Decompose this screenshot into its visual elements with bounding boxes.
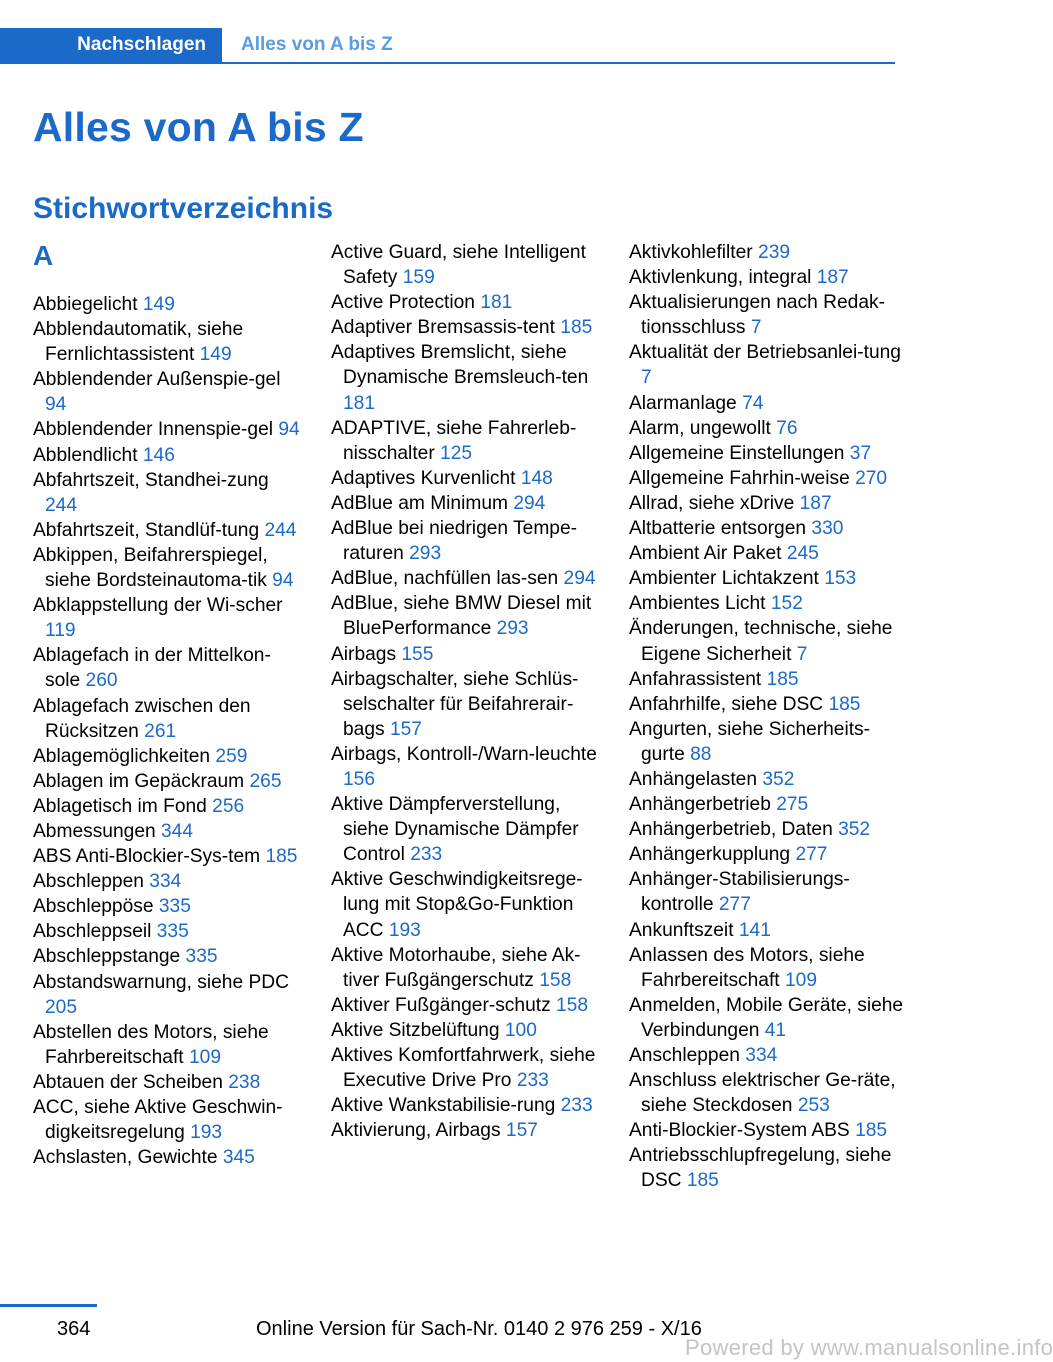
index-entry — [331, 1093, 606, 1118]
index-entry-text: Abtauen der Scheiben — [33, 1071, 229, 1093]
index-entry-text: Airbags — [331, 643, 402, 665]
index-entry — [331, 566, 606, 591]
page-reference-link[interactable]: 253 — [797, 1095, 830, 1117]
breadcrumb[interactable]: Alles von A bis Z — [241, 34, 393, 55]
index-entry — [33, 417, 303, 442]
index-entry — [33, 894, 303, 919]
index-entry-text: Anfahrassistent — [629, 668, 767, 690]
index-entry-text: AdBlue, nachfüllen las-sen — [331, 568, 564, 590]
index-entry — [33, 694, 303, 744]
index-entry-text: Airbagschalter, siehe Schlüs-selschalter für Beifahrerair-bags — [331, 668, 579, 740]
index-entry-text: Ablagefach in der Mittelkon-sole — [33, 645, 271, 692]
index-entry — [33, 1145, 303, 1170]
page-reference-link[interactable]: 233 — [410, 844, 443, 866]
index-entry-text: Ambienter Lichtakzent — [629, 568, 825, 590]
page-reference-link[interactable]: 7 — [796, 643, 808, 665]
index-entry-text: Anti-Blockier-System ABS — [629, 1120, 856, 1142]
index-entry — [629, 1143, 904, 1193]
index-entry — [33, 769, 303, 794]
index-entry-text: Abschleppen — [33, 871, 150, 893]
index-entry-text: Abfahrtszeit, Standhei-zung — [33, 469, 269, 491]
index-column-1 — [33, 240, 303, 1170]
index-entry — [629, 265, 904, 290]
index-entry — [629, 591, 904, 616]
index-entry-text: Aktive Geschwindigkeitsrege-lung mit Stop&Go-Funktion ACC — [331, 869, 583, 941]
index-entry — [331, 416, 606, 466]
index-entry — [331, 943, 606, 993]
index-entry — [33, 844, 303, 869]
index-entry — [33, 543, 303, 593]
index-entry-text: Ablagemöglichkeiten — [33, 745, 216, 767]
index-entry — [629, 717, 904, 767]
index-entry — [33, 944, 303, 969]
index-entry — [33, 518, 303, 543]
index-entry-text: Aktualisierungen nach Redak-tionsschluss — [629, 292, 885, 339]
index-entry — [33, 593, 303, 643]
index-entry — [33, 970, 303, 1020]
index-entry — [629, 566, 904, 591]
index-entry — [629, 993, 904, 1043]
index-entry-text: Ambientes Licht — [629, 593, 771, 615]
footer-rule — [0, 1304, 97, 1307]
index-entry-text: Anhängerbetrieb — [629, 794, 777, 816]
index-column-3 — [629, 240, 904, 1194]
page-reference-link[interactable]: 294 — [513, 492, 546, 514]
index-entry — [629, 1118, 904, 1143]
index-entry-text: Active Guard, siehe Intelligent Safety — [331, 242, 586, 289]
index-entry — [331, 642, 606, 667]
page-reference-link[interactable]: 294 — [563, 568, 596, 590]
watermark: Powered by www.manualsonline.info — [685, 1335, 1053, 1360]
page-reference-link[interactable]: 159 — [402, 267, 435, 289]
index-entry — [331, 516, 606, 566]
index-entry-text: Aktive Dämpferverstellung, siehe Dynamische Dämpfer Control — [331, 794, 579, 866]
index-entry-text: Anhänger-Stabilisierungs-kontrolle — [629, 869, 850, 916]
index-entry-text: Abbiegelicht — [33, 294, 143, 315]
page-reference-link[interactable]: 270 — [855, 467, 888, 489]
page-reference-link[interactable]: 335 — [185, 946, 218, 968]
index-entry-text: Adaptives Kurvenlicht — [331, 467, 521, 489]
page-reference-link[interactable]: 100 — [504, 1019, 537, 1041]
index-entry-text: Anlassen des Motors, siehe Fahrbereitschaft — [629, 944, 865, 991]
page-reference-link[interactable]: 88 — [690, 743, 712, 765]
page-reference-link[interactable]: 265 — [249, 770, 282, 792]
page-reference-link[interactable]: 185 — [855, 1120, 888, 1142]
index-column-2 — [331, 240, 606, 1143]
page-reference-link[interactable]: 185 — [766, 668, 799, 690]
page-reference-link[interactable]: 37 — [849, 442, 872, 464]
page-reference-link[interactable]: 260 — [85, 670, 118, 692]
index-entry-text: AdBlue am Minimum — [331, 492, 514, 514]
index-entry — [33, 919, 303, 944]
index-entry-text: ABS Anti-Blockier-Sys-tem — [33, 846, 266, 868]
index-entry-text: Abstellen des Motors, siehe Fahrbereitschaft — [33, 1021, 269, 1068]
index-entry-text: Ambient Air Paket — [629, 543, 787, 565]
page-reference-link[interactable]: 344 — [161, 820, 194, 842]
index-entry-text: AdBlue, siehe BMW Diesel mit BluePerformance — [331, 593, 592, 640]
index-entry — [331, 290, 606, 315]
page-reference-link[interactable]: 233 — [560, 1095, 593, 1117]
index-entry — [629, 918, 904, 943]
page-reference-link[interactable]: 275 — [776, 794, 809, 816]
index-entry-text: Alarm, ungewollt — [629, 417, 777, 439]
index-entry-text: Abfahrtszeit, Standlüf-tung — [33, 519, 265, 541]
index-entry-text: ACC, siehe Aktive Geschwin-digkeitsregelung — [33, 1097, 283, 1144]
index-entry — [331, 1018, 606, 1043]
index-entry-text: Anschluss elektrischer Ge-räte, siehe Steckdosen — [629, 1070, 896, 1117]
index-letter-heading: A — [33, 240, 54, 271]
page-reference-link[interactable]: 157 — [505, 1120, 538, 1142]
index-entry — [629, 842, 904, 867]
index-entry-text: Abklappstellung der Wi-scher — [33, 595, 283, 617]
index-entry — [33, 317, 303, 367]
index-entry-text: Abmessungen — [33, 820, 161, 842]
page-reference-link[interactable]: 76 — [776, 417, 798, 439]
index-entry — [629, 692, 904, 717]
index-entry-text: Abschleppstange — [33, 946, 186, 968]
page-reference-link[interactable]: 146 — [142, 444, 175, 466]
index-entry — [331, 993, 606, 1018]
index-entry — [629, 541, 904, 566]
index-entry — [33, 468, 303, 518]
index-entry-text: Aktive Wankstabilisie-rung — [331, 1095, 561, 1117]
page-reference-link[interactable]: 277 — [795, 844, 828, 866]
page-reference-link[interactable]: 352 — [762, 768, 795, 790]
index-entry — [629, 516, 904, 541]
page-reference-link[interactable]: 7 — [641, 367, 652, 389]
index-entry — [629, 290, 904, 340]
index-entry — [331, 867, 606, 942]
index-entry-text: Anfahrhilfe, siehe DSC — [629, 693, 829, 715]
index-entry — [629, 867, 904, 917]
page-reference-link[interactable]: 157 — [389, 718, 422, 740]
index-entry — [629, 616, 904, 666]
page-reference-link[interactable]: 109 — [784, 969, 817, 991]
page-reference-link[interactable]: 185 — [686, 1170, 719, 1192]
index-entry — [33, 367, 303, 417]
page-title: Alles von A bis Z — [33, 104, 364, 150]
page-reference-link[interactable]: 41 — [764, 1019, 787, 1041]
page-reference-link[interactable]: 109 — [188, 1046, 221, 1068]
page-reference-link[interactable]: 149 — [199, 344, 232, 366]
index-entry — [629, 1043, 904, 1068]
index-entry — [629, 441, 904, 466]
index-entry-text: Aktives Komfortfahrwerk, siehe Executive Drive Pro — [331, 1045, 596, 1092]
page-reference-link[interactable]: 94 — [45, 394, 67, 416]
page-reference-link[interactable]: 185 — [265, 846, 298, 868]
page-reference-link[interactable]: 181 — [343, 392, 376, 414]
page-reference-link[interactable]: 335 — [156, 921, 189, 943]
page-reference-link[interactable]: 74 — [742, 392, 764, 414]
index-entry — [629, 667, 904, 692]
page-reference-link[interactable]: 158 — [539, 969, 572, 991]
page-reference-link[interactable]: 158 — [556, 994, 589, 1016]
page-reference-link[interactable]: 153 — [824, 568, 857, 590]
index-entry-text: Antriebsschlupfregelung, siehe DSC — [629, 1145, 892, 1192]
index-entry-text: Allrad, siehe xDrive — [629, 492, 800, 514]
index-entry-text: Ablagetisch im Fond — [33, 795, 213, 817]
index-entry-text: Ablagefach zwischen den Rücksitzen — [33, 695, 251, 742]
index-entry — [629, 466, 904, 491]
page-reference-link[interactable]: 141 — [738, 919, 771, 941]
index-entry-text: Alarmanlage — [629, 392, 743, 414]
index-entry — [331, 1043, 606, 1093]
page-reference-link[interactable]: 244 — [45, 494, 78, 516]
page-reference-link[interactable]: 187 — [816, 267, 849, 289]
page-reference-link[interactable]: 239 — [758, 242, 791, 263]
index-entry-text: Airbags, Kontroll-/Warn-leuchte — [331, 743, 597, 765]
index-entry-text: Abschleppöse — [33, 896, 159, 918]
page-reference-link[interactable]: 148 — [520, 467, 553, 489]
page-reference-link[interactable]: 293 — [409, 543, 442, 565]
page-reference-link[interactable]: 205 — [45, 996, 78, 1018]
page-number: 364 — [57, 1318, 91, 1340]
page-reference-link[interactable]: 330 — [811, 518, 844, 540]
index-entry — [33, 794, 303, 819]
tab-nachschlagen[interactable]: Nachschlagen — [0, 28, 222, 62]
page-reference-link[interactable]: 277 — [718, 894, 751, 916]
index-entry — [33, 1070, 303, 1095]
page-reference-link[interactable]: 352 — [838, 819, 871, 841]
index-entry — [331, 491, 606, 516]
page-reference-link[interactable]: 293 — [496, 618, 529, 640]
index-entry-text: Anhängerbetrieb, Daten — [629, 819, 839, 841]
index-entry-text: Active Protection — [331, 292, 481, 314]
index-entry-text: Abblendender Außenspie-gel — [33, 369, 281, 391]
index-entry — [33, 1020, 303, 1070]
page-reference-link[interactable]: 119 — [45, 620, 76, 642]
index-entry-text: Aktivlenkung, integral — [629, 267, 817, 289]
index-entry-text: Adaptives Bremslicht, siehe Dynamische Bremsleuch-ten — [331, 342, 589, 389]
index-entry — [629, 340, 904, 390]
index-entry-text: Aktualität der Betriebsanlei-tung — [629, 342, 901, 364]
page-reference-link[interactable]: 238 — [228, 1071, 261, 1093]
index-entry-text: Ankunftszeit — [629, 919, 739, 941]
page-reference-link[interactable]: 185 — [828, 693, 861, 715]
index-entry-text: Abkippen, Beifahrerspiegel, siehe Bordsteinautoma-tik — [33, 544, 273, 592]
index-entry-text: Anschleppen — [629, 1045, 746, 1066]
index-entry-text: AdBlue bei niedrigen Tempe-raturen — [331, 518, 578, 565]
page-reference-link[interactable]: 259 — [215, 745, 248, 767]
index-entry — [33, 1095, 303, 1145]
index-entry — [629, 491, 904, 516]
index-entry — [629, 792, 904, 817]
index-entry-text: Abblendlicht — [33, 444, 143, 466]
index-entry — [33, 869, 303, 894]
index-entry — [331, 792, 606, 867]
index-entry-text: Allgemeine Einstellungen — [629, 442, 850, 464]
index-entry — [331, 591, 606, 641]
index-entry — [331, 240, 606, 290]
page-reference-link[interactable]: 334 — [149, 871, 182, 893]
page-reference-link[interactable]: 155 — [401, 643, 434, 665]
index-entry — [331, 1118, 606, 1143]
page-reference-link[interactable]: 7 — [750, 317, 762, 339]
index-entry — [331, 340, 606, 415]
index-entry-text: Aktive Motorhaube, siehe Ak-tiver Fußgängerschutz — [331, 944, 581, 991]
page-reference-link[interactable]: 94 — [278, 419, 300, 441]
index-entry-text: Adaptiver Bremsassis-tent — [331, 317, 561, 339]
index-entry — [331, 315, 606, 340]
index-entry — [629, 817, 904, 842]
index-entry-text: Anmelden, Mobile Geräte, siehe Verbindungen — [629, 994, 904, 1041]
index-entry-text: Ablagen im Gepäckraum — [33, 770, 250, 792]
page-reference-link[interactable]: 233 — [516, 1070, 549, 1092]
page-reference-link[interactable]: 245 — [786, 543, 819, 565]
index-entry — [331, 742, 606, 792]
footer-version: Online Version für Sach-Nr. 0140 2 976 259 - X/16 — [256, 1318, 702, 1340]
index-entry — [33, 744, 303, 769]
page-reference-link[interactable]: 193 — [388, 919, 421, 941]
index-entry-text: Aktivierung, Airbags — [331, 1120, 506, 1142]
index-entry-text: Änderungen, technische, siehe Eigene Sicherheit — [629, 618, 893, 665]
index-entry — [629, 1068, 904, 1118]
index-entry-text: Allgemeine Fahrhin-weise — [629, 467, 856, 489]
index-entry-text: Aktivkohlefilter — [629, 242, 759, 263]
page-reference-link[interactable]: 152 — [770, 593, 803, 615]
index-entry-text: Anhängerkupplung — [629, 844, 796, 866]
index-entry — [33, 643, 303, 693]
index-entry-text: Anhängelasten — [629, 768, 763, 790]
index-entry — [629, 240, 904, 265]
index-entry — [629, 767, 904, 792]
page-reference-link[interactable]: 244 — [264, 519, 297, 541]
page-reference-link[interactable]: 256 — [212, 795, 245, 817]
page-reference-link[interactable]: 185 — [560, 317, 593, 339]
page-reference-link[interactable]: 334 — [745, 1045, 778, 1066]
page-reference-link[interactable]: 261 — [144, 720, 177, 742]
index-entry — [331, 466, 606, 491]
index-entry — [629, 391, 904, 416]
section-title: Stichwortverzeichnis — [33, 192, 334, 225]
index-entry — [33, 443, 303, 468]
index-entry — [629, 416, 904, 441]
index-entry-text: Abblendender Innenspie-gel — [33, 419, 279, 441]
index-entry-text: Abblendautomatik, siehe Fernlichtassistent — [33, 319, 244, 366]
page-reference-link[interactable]: 94 — [272, 570, 294, 592]
page-reference-link[interactable]: 193 — [190, 1122, 223, 1144]
index-entry-text: Aktiver Fußgänger-schutz — [331, 994, 557, 1016]
index-entry-text: Angurten, siehe Sicherheits-gurte — [629, 718, 871, 765]
index-entry-text: Altbatterie entsorgen — [629, 518, 812, 540]
index-entry-text: Achslasten, Gewichte — [33, 1147, 223, 1169]
header-tabbar — [0, 28, 895, 64]
page-reference-link[interactable]: 187 — [799, 492, 832, 514]
page-reference-link[interactable]: 156 — [343, 768, 376, 790]
page-reference-link[interactable]: 125 — [440, 442, 473, 464]
page-reference-link[interactable]: 149 — [142, 294, 175, 315]
index-entry — [33, 819, 303, 844]
index-entry-text: ADAPTIVE, siehe Fahrerleb-nisschalter — [331, 417, 577, 464]
index-entry-text: Aktive Sitzbelüftung — [331, 1019, 505, 1041]
page-reference-link[interactable]: 345 — [222, 1147, 255, 1169]
index-entry — [33, 292, 303, 317]
index-entry-text: Abstandswarnung, siehe PDC — [33, 971, 289, 993]
index-entry — [331, 667, 606, 742]
page-reference-link[interactable]: 181 — [480, 292, 513, 314]
index-entry-text: Abschleppseil — [33, 921, 157, 943]
index-entry — [629, 943, 904, 993]
page-reference-link[interactable]: 335 — [158, 896, 191, 918]
